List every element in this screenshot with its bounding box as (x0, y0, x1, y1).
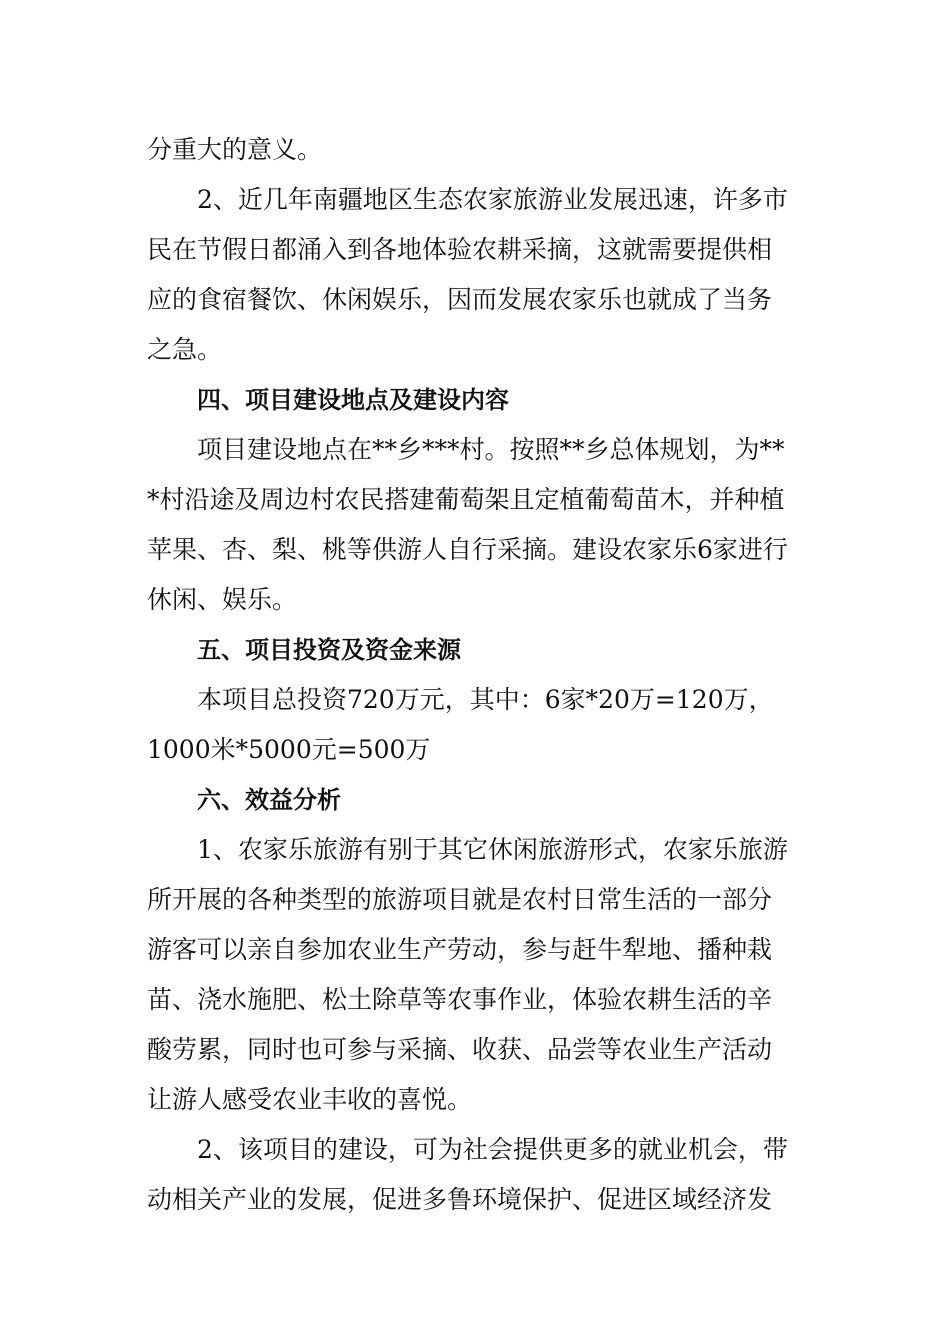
paragraph-line: 应的食宿餐饮、休闲娱乐，因而发展农家乐也就成了当务 (147, 285, 773, 314)
section-heading: 四、项目建设地点及建设内容 (197, 386, 509, 414)
paragraph-line: 之急。 (147, 335, 223, 364)
paragraph-line: 让游人感受农业丰收的喜悦。 (147, 1085, 473, 1114)
paragraph-line: 分重大的意义。 (147, 135, 323, 164)
paragraph-line: 苹果、杏、梨、桃等供游人自行采摘。建设农家乐6家进行 (147, 535, 788, 564)
paragraph-line: 所开展的各种类型的旅游项目就是农村日常生活的一部分 (147, 885, 773, 914)
paragraph-line: 休闲、娱乐。 (147, 585, 298, 614)
paragraph-line: 1、农家乐旅游有别于其它休闲旅游形式，农家乐旅游 (197, 835, 788, 864)
paragraph-line: *村沿途及周边村农民搭建葡萄架且定植葡萄苗木，并种植 (147, 485, 785, 514)
paragraph-line: 游客可以亲自参加农业生产劳动，参与赶牛犁地、播种栽 (147, 935, 773, 964)
section-heading: 六、效益分析 (197, 786, 341, 814)
paragraph-line: 本项目总投资720万元，其中：6家*20万=120万， (197, 685, 774, 714)
section-heading: 五、项目投资及资金来源 (197, 636, 461, 664)
paragraph-line: 酸劳累，同时也可参与采摘、收获、品尝等农业生产活动 (147, 1035, 773, 1064)
paragraph-line: 苗、浇水施肥、松土除草等农事作业，体验农耕生活的辛 (147, 985, 773, 1014)
paragraph-line: 1000米*5000元=500万 (147, 735, 431, 764)
paragraph-line: 民在节假日都涌入到各地体验农耕采摘，这就需要提供相 (147, 235, 773, 264)
paragraph-line: 动相关产业的发展，促进多鲁环境保护、促进区域经济发 (147, 1185, 773, 1214)
paragraph-line: 2、近几年南疆地区生态农家旅游业发展迅速，许多市 (197, 185, 788, 214)
paragraph-line: 2、该项目的建设，可为社会提供更多的就业机会，带 (197, 1135, 788, 1164)
paragraph-line: 项目建设地点在**乡***村。按照**乡总体规划，为** (197, 435, 785, 464)
